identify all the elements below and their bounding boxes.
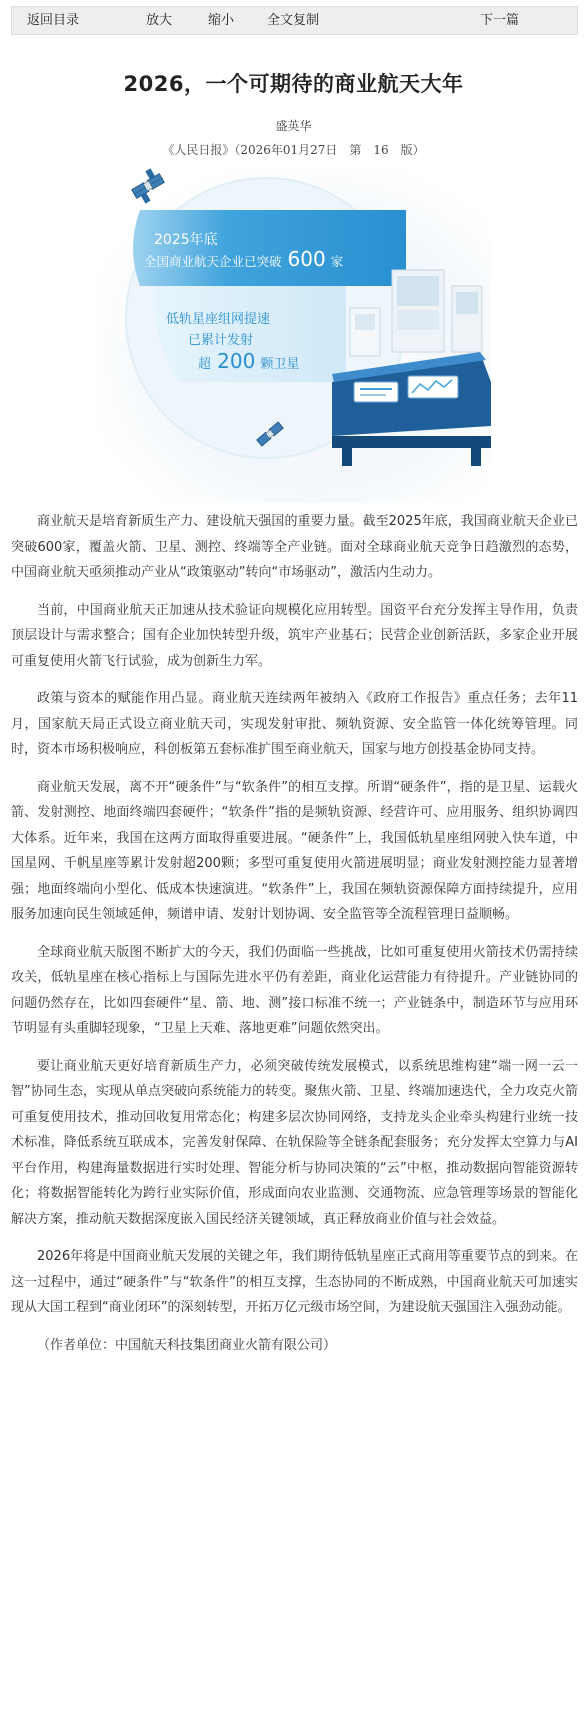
next-article-button[interactable]: 下一篇 (480, 13, 520, 28)
article-paragraph: 全球商业航天版图不断扩大的今天，我们仍面临一些挑战，比如可重复使用火箭技术仍需持续攻关，低轨星座在核心指标上与国际先进水平仍有差距，商业化运营能力有待提升。产业链协同的问题仍然存在，比如四套硬件“星、箭、地、测”接口标准不统一；产业链条中，制造环节与应用环节明显有头重脚轻现象，“卫星上天难、落地更难”问题依然突出。 (11, 944, 578, 1036)
article-paragraph: 当前，中国商业航天正加速从技术验证向规模化应用转型。国资平台充分发挥主导作用，负责顶层设计与需求整合；国有企业加快转型升级，筑牢产业基石；民营企业创新活跃，多家企业开展可重复使用火箭飞行试验，成为创新生力军。 (11, 602, 578, 669)
article-paragraph: 商业航天发展，离不开“硬条件”与“软条件”的相互支撑。所谓“硬条件”，指的是卫星、运载火箭、发射测控、地面终端四套硬件；“软条件”指的是频轨资源、经营许可、应用服务、组织协调四大体系。近年来，我国在这两方面取得重要进展。“硬条件”上，我国低轨星座组网驶入快车道，中国星网、千帆星座等累计发射超200颗；多型可重复使用火箭进展明显；商业发射测控能力显著增强；地面终端向小型化、低成本快速演进。“软条件”上，我国在频轨资源保障方面持续提升，应用服务加速向民生领域延伸，频谱申请、发射计划协调、安全监管等全流程管理日益顺畅。 (11, 779, 578, 922)
back-to-contents-button[interactable]: 返回目录 (27, 13, 80, 28)
copy-full-text-button[interactable]: 全文复制 (267, 13, 320, 28)
article-paragraph: 2026年将是中国商业航天发展的关键之年，我们期待低轨星座正式商用等重要节点的到来。在这一过程中，通过“硬条件”与“软条件”的相互支撑，生态协同的不断成熟，中国商业航天可加速实现从大国工程到“商业闭环”的深刻转型，开拓万亿元级市场空间，为建设航天强国注入强劲动能。 (11, 1249, 578, 1315)
infographic-text-constellation: 低轨星座组网提速 (166, 312, 271, 327)
article-body (11, 509, 578, 1370)
toolbar (11, 6, 578, 35)
infographic-image (96, 168, 491, 503)
zoom-out-button[interactable]: 缩小 (208, 13, 235, 28)
article-author: 盛英华 (275, 119, 312, 133)
infographic-blue-band (133, 210, 406, 286)
infographic-enterprises-number: 600 (287, 247, 326, 271)
article-paragraph: 商业航天是培育新质生产力、建设航天强国的重要力量。截至2025年底，我国商业航天企业已突破600家，覆盖火箭、卫星、测控、终端等全产业链。面对全球商业航天竞争日趋激烈的态势，中国商业航天亟须推动产业从“政策驱动”转向“市场驱动”，激活内生动力。 (11, 514, 578, 580)
infographic-text-year: 2025年底 (154, 232, 218, 248)
infographic-enterprises-prefix: 全国商业航天企业已突破 (144, 254, 282, 269)
author-affiliation: （作者单位：中国航天科技集团商业火箭有限公司） (37, 1337, 337, 1353)
infographic-satellites-number: 200 (217, 349, 256, 373)
article-source: 《人民日报》（2026年01月27日 第 16 版） (162, 143, 425, 157)
infographic-enterprises-suffix: 家 (330, 254, 344, 269)
infographic-text-launched: 已累计发射 (188, 333, 254, 348)
infographic-satellites-suffix: 颗卫星 (260, 357, 300, 372)
article-paragraph: 要让商业航天更好培育新质生产力，必须突破传统发展模式，以系统思维构建“端一网一云一智”协同生态，实现从单点突破向系统能力的转变。聚焦火箭、卫星、终端加速迭代，全力攻克火箭可重复使用技术，推动回收复用常态化；构建多层次协同网络，支持龙头企业牵头构建行业统一技术标准，降低系统互联成本，完善发射保障、在轨保险等全链条配套服务；充分发挥太空算力与AI平台作用，构建海量数据进行实时处理、智能分析与协同决策的“云”中枢，推动数据向智能资源转化；将数据智能转化为跨行业实际价值，形成面向农业监测、交通物流、应急管理等场景的智能化解决方案，推动航天数据深度嵌入国民经济关键领域，真正释放商业价值与社会效益。 (11, 1058, 578, 1227)
article-paragraph: 政策与资本的赋能作用凸显。商业航天连续两年被纳入《政府工作报告》重点任务；去年11月，国家航天局正式设立商业航天司，实现发射审批、频轨资源、安全监管一体化统筹管理。同时，资本市场积极响应，科创板第五套标准扩围至商业航天，国家与地方创投基金协同支持。 (11, 691, 578, 757)
article-title: 2026，一个可期待的商业航天大年 (123, 72, 464, 96)
zoom-in-button[interactable]: 放大 (146, 13, 173, 28)
infographic-satellites-prefix: 超 (198, 357, 212, 372)
